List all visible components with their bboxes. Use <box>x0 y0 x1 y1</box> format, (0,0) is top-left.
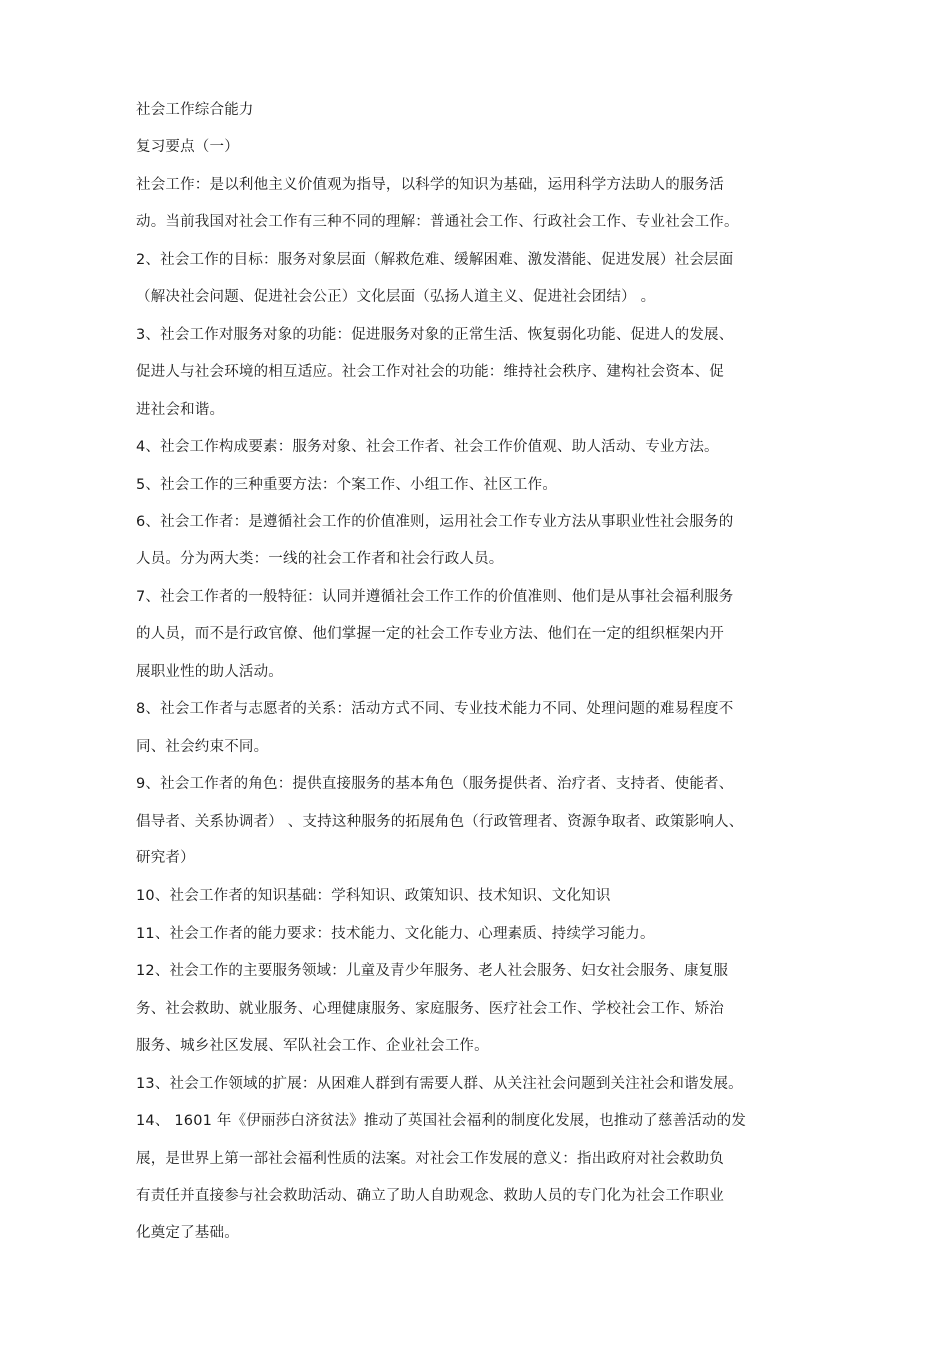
text-line: 8、社会工作者与志愿者的关系：活动方式不同、专业技术能力不同、处理问题的难易程度不 <box>136 701 734 717</box>
text-line: 务、社会救助、就业服务、心理健康服务、家庭服务、医疗社会工作、学校社会工作、矫治 <box>136 1001 724 1017</box>
text-line: 13、社会工作领域的扩展：从困难人群到有需要人群、从关注社会问题到关注社会和谐发展。 <box>136 1076 743 1092</box>
text-line: 进社会和谐。 <box>136 402 225 418</box>
text-line: 的人员，而不是行政官僚、他们掌握一定的社会工作专业方法、他们在一定的组织框架内开 <box>136 626 724 642</box>
text-line: 7、社会工作者的一般特征：认同并遵循社会工作工作的价值准则、他们是从事社会福利服务 <box>136 589 734 605</box>
text-line: 9、社会工作者的角色：提供直接服务的基本角色（服务提供者、治疗者、支持者、使能者、 <box>136 776 734 792</box>
text-line: 展职业性的助人活动。 <box>136 664 283 680</box>
text-line: 人员。分为两大类：一线的社会工作者和社会行政人员。 <box>136 551 504 567</box>
text-line: 6、社会工作者：是遵循社会工作的价值准则，运用社会工作专业方法从事职业性社会服务的 <box>136 514 734 530</box>
text-line: 4、社会工作构成要素：服务对象、社会工作者、社会工作价值观、助人活动、专业方法。 <box>136 439 719 455</box>
document-title: 社会工作综合能力 <box>136 102 254 118</box>
text-line: 倡导者、关系协调者） 、支持这种服务的拓展角色（行政管理者、资源争取者、政策影响人、 <box>136 814 744 830</box>
text-line: 14、 1601 年《伊丽莎白济贫法》推动了英国社会福利的制度化发展，也推动了慈善活动的发 <box>136 1113 747 1129</box>
text-line: 11、社会工作者的能力要求：技术能力、文化能力、心理素质、持续学习能力。 <box>136 926 655 942</box>
text-line: 3、社会工作对服务对象的功能：促进服务对象的正常生活、恢复弱化功能、促进人的发展、 <box>136 327 734 343</box>
text-line: 同、社会约束不同。 <box>136 739 269 755</box>
text-line: 5、社会工作的三种重要方法：个案工作、小组工作、社区工作。 <box>136 477 558 493</box>
text-line: 动。当前我国对社会工作有三种不同的理解：普通社会工作、行政社会工作、专业社会工作。 <box>136 214 739 230</box>
text-line: 有责任并直接参与社会救助活动、确立了助人自助观念、救助人员的专门化为社会工作职业 <box>136 1188 724 1204</box>
document-subtitle: 复习要点（一） <box>136 139 239 155</box>
text-line: 展，是世界上第一部社会福利性质的法案。对社会工作发展的意义：指出政府对社会救助负 <box>136 1151 724 1167</box>
text-line: 10、社会工作者的知识基础：学科知识、政策知识、技术知识、文化知识 <box>136 888 611 904</box>
text-line: 服务、城乡社区发展、军队社会工作、企业社会工作。 <box>136 1038 489 1054</box>
text-line: （解决社会问题、促进社会公正）文化层面（弘扬人道主义、促进社会团结） 。 <box>136 289 656 305</box>
text-line: 化奠定了基础。 <box>136 1225 239 1241</box>
text-line: 12、社会工作的主要服务领域：儿童及青少年服务、老人社会服务、妇女社会服务、康复服 <box>136 963 729 979</box>
text-line: 促进人与社会环境的相互适应。社会工作对社会的功能：维持社会秩序、建构社会资本、促 <box>136 364 724 380</box>
text-line: 研究者） <box>136 850 195 866</box>
text-line: 社会工作：是以利他主义价值观为指导，以科学的知识为基础，运用科学方法助人的服务活 <box>136 177 724 193</box>
text-line: 2、社会工作的目标：服务对象层面（解救危难、缓解困难、激发潜能、促进发展）社会层面 <box>136 252 734 268</box>
